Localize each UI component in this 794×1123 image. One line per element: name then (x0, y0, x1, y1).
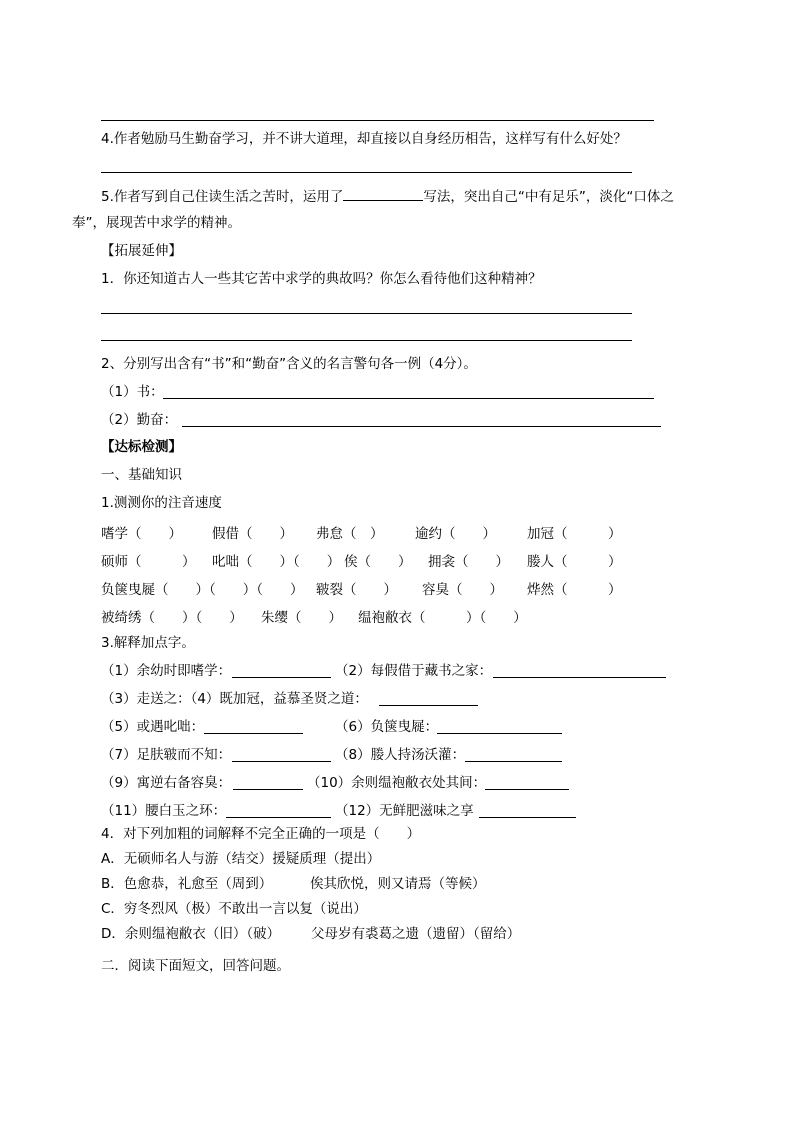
question-5-line2: 奉”，展现苦中求学的精神。 (72, 215, 241, 231)
mc-option-d-2: 父母岁有裘葛之遗（遗留）（留给） (311, 926, 521, 942)
explain-item-label: （5）或遇叱咄： (101, 719, 205, 735)
fill-blank (343, 186, 423, 201)
explain-item-label: （11）腰白玉之环： (101, 803, 227, 819)
mc-option-c: C．穷冬烈风（极）不敢出一言以复（说出） (101, 901, 367, 917)
explain-item-label: （2）每假借于藏书之家： (335, 663, 493, 679)
answer-line (101, 340, 632, 341)
answer-line (163, 398, 654, 399)
explain-item-label: （7）足肤皲而不知： (101, 747, 232, 763)
pinyin-row (0, 606, 794, 626)
answer-line (232, 677, 331, 678)
pinyin-item: 烨然（ ） (527, 582, 622, 598)
answer-line (101, 313, 632, 314)
pinyin-item: 俟（ ） (344, 554, 412, 570)
question-5-text-a: 5.作者写到自己住读生活之苦时，运用了 (101, 189, 344, 205)
explain-item (101, 718, 204, 736)
pinyin-item: 弗怠（ ） (316, 526, 384, 542)
reading-section: 二．阅读下面短文，回答问题。 (101, 958, 290, 974)
pinyin-row (0, 522, 794, 542)
pinyin-item: 被绮绣（ ）（ ） (101, 610, 243, 626)
answer-line (232, 761, 331, 762)
answer-line (479, 817, 576, 818)
answer-line (233, 789, 303, 790)
extend-question-2a: （1）书： (101, 384, 164, 400)
extend-question-1: 1．你还知道古人一些其它苦中求学的典故吗？你怎么看待他们这种精神？ (101, 271, 542, 287)
pinyin-item: 负箧曳屣（ ）（ ）（ ） (101, 582, 304, 598)
mc-question: 4．对下列加粗的词解释不完全正确的一项是（ ） (101, 826, 421, 842)
explain-item-label: （12）无鲜肥滋味之享 (335, 803, 474, 819)
pinyin-item: 硕师（ ） (101, 554, 196, 570)
pinyin-item: 容臭（ ） (422, 582, 503, 598)
answer-line (485, 789, 569, 790)
question-5 (101, 186, 674, 206)
pinyin-item: 逾约（ ） (415, 526, 496, 542)
explain-title: 3.解释加点字。 (101, 635, 195, 651)
explain-item (101, 802, 226, 820)
explain-item-label: （8）媵人持汤沃灌： (335, 747, 466, 763)
explain-item (335, 718, 438, 736)
explain-item (335, 802, 474, 820)
question-4: 4.作者勉励马生勤奋学习，并不讲大道理，却直接以自身经历相告，这样写有什么好处？ (101, 131, 627, 147)
pinyin-item: 缊袍敝衣（ ）（ ） (358, 610, 527, 626)
answer-line (204, 733, 303, 734)
answer-line (101, 172, 632, 173)
extend-question-2b: （2）勤奋： (101, 412, 178, 428)
explain-item (101, 690, 368, 708)
explain-item (307, 774, 486, 792)
explain-item (335, 746, 465, 764)
pinyin-item: 嗜学（ ） (101, 526, 182, 542)
question-5-text-b: 写法，突出自己“中有足乐”，淡化“口体之 (423, 189, 674, 205)
basic-knowledge: 一、基础知识 (101, 467, 182, 483)
pinyin-item: 假借（ ） (212, 526, 293, 542)
section-test: 【达标检测】 (101, 439, 182, 455)
answer-line (182, 426, 661, 427)
answer-line (101, 120, 654, 121)
mc-option-b-2: 俟其欣悦，则又请焉（等候） (310, 876, 486, 892)
pinyin-row (0, 550, 794, 570)
pinyin-item: 叱咄（ ）（ ） (212, 554, 341, 570)
pinyin-item: 朱缨（ ） (261, 610, 342, 626)
explain-item (101, 774, 231, 792)
section-extend: 【拓展延伸】 (101, 243, 182, 259)
pinyin-item: 加冠（ ） (527, 526, 622, 542)
pinyin-item: 媵人（ ） (527, 554, 622, 570)
explain-item-label: （3）走送之：（4）既加冠，益慕圣贤之道： (101, 691, 368, 707)
extend-question-2: 2、分别写出含有“书”和“勤奋”含义的名言警句各一例（4分）。 (101, 356, 477, 372)
explain-item-label: （1）余幼时即嗜学： (101, 663, 232, 679)
pinyin-title: 1.测测你的注音速度 (101, 495, 222, 511)
answer-line (226, 817, 331, 818)
pinyin-item: 拥衾（ ） (428, 554, 509, 570)
mc-option-b: B．色愈恭，礼愈至（周到） (101, 876, 273, 892)
answer-line (493, 677, 666, 678)
explain-item (335, 662, 492, 680)
pinyin-item: 皲裂（ ） (316, 582, 397, 598)
answer-line (437, 733, 562, 734)
answer-line (379, 705, 478, 706)
pinyin-row (0, 578, 794, 598)
explain-item (101, 662, 231, 680)
explain-item-label: （10）余则缊袍敝衣处其间： (307, 775, 487, 791)
explain-item (101, 746, 231, 764)
explain-item-label: （6）负箧曳屣： (335, 719, 439, 735)
mc-option-d: D．余则缊袍敝衣（旧）（破） (101, 926, 281, 942)
answer-line (465, 761, 562, 762)
explain-item-label: （9）寓逆右备容臭： (101, 775, 232, 791)
mc-option-a: A．无硕师名人与游（结交）援疑质理（提出） (101, 851, 381, 867)
